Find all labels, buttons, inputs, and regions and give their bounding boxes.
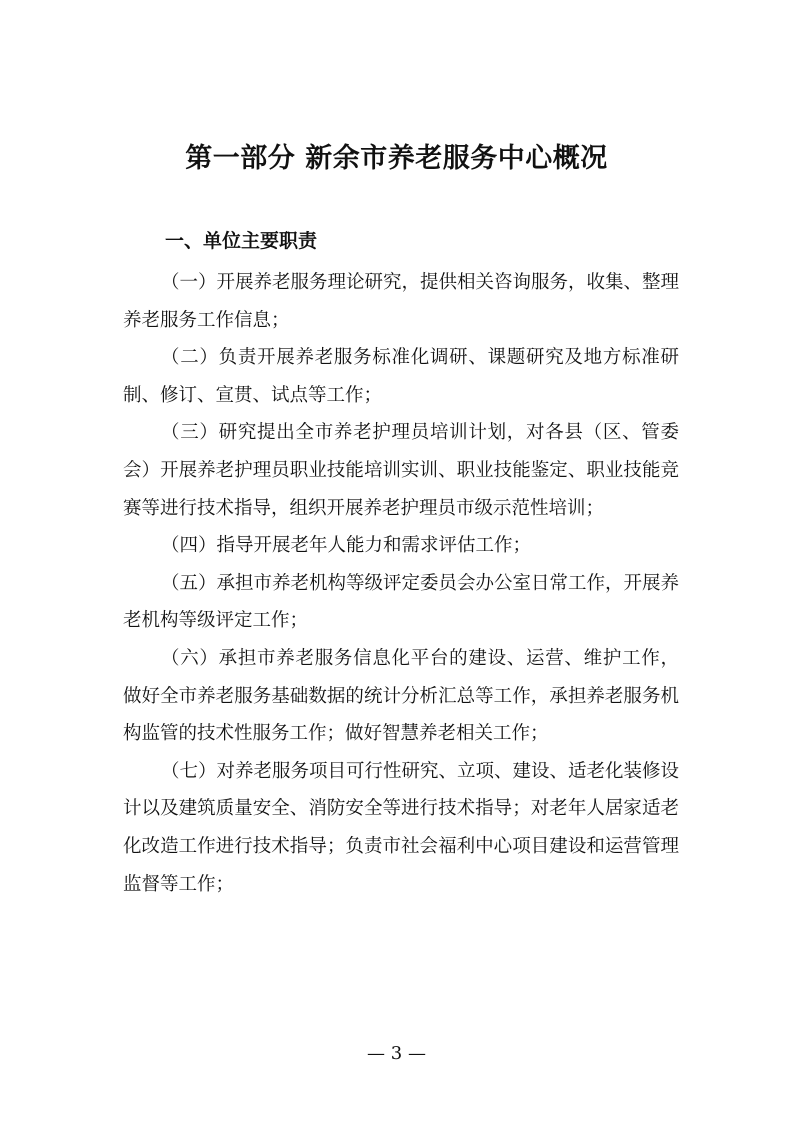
paragraph-6: （六）承担市养老服务信息化平台的建设、运营、维护工作， 做好全市养老服务基础数据的统计分析汇总等工作，承担养老服务机构监管的技术性服务工作；做好智慧养老相关工作； [123,647,679,745]
page-number: — 3 — [367,1043,426,1064]
page-title: 第一部分 新余市养老服务中心概况 [185,143,608,174]
body-text [123,264,679,903]
section-heading: 一、单位主要职责 [165,230,318,252]
paragraph-5: （五）承担市养老机构等级评定委员会办公室日常工作，开展养老机构等级评定工作； [123,572,680,632]
paragraph-3: （三）研究提出全市养老护理员培训计划，对各县（区、管委会）开展养老护理员职业技能培训实训、职业技能鉴定、职业技能竞赛等进行技术指导，组织开展养老护理员市级示范性培训； [123,422,679,519]
paragraph-7: （七）对养老服务项目可行性研究、立项、建设、适老化装修设计以及建筑质量安全、消防安全等进行技术指导；对老年人居家适老化改造工作进行技术指导；负责市社会福利中心项目建设和运营管理监督等工作； [123,760,680,895]
paragraph-4: （四）指导开展老年人能力和需求评估工作； [161,535,532,557]
paragraph-2: （二）负责开展养老服务标准化调研、课题研究及地方标准研制、修订、宣贯、试点等工作； [123,347,679,406]
paragraph-1: （一）开展养老服务理论研究，提供相关咨询服务，收集、整理养老服务工作信息； [123,272,680,331]
